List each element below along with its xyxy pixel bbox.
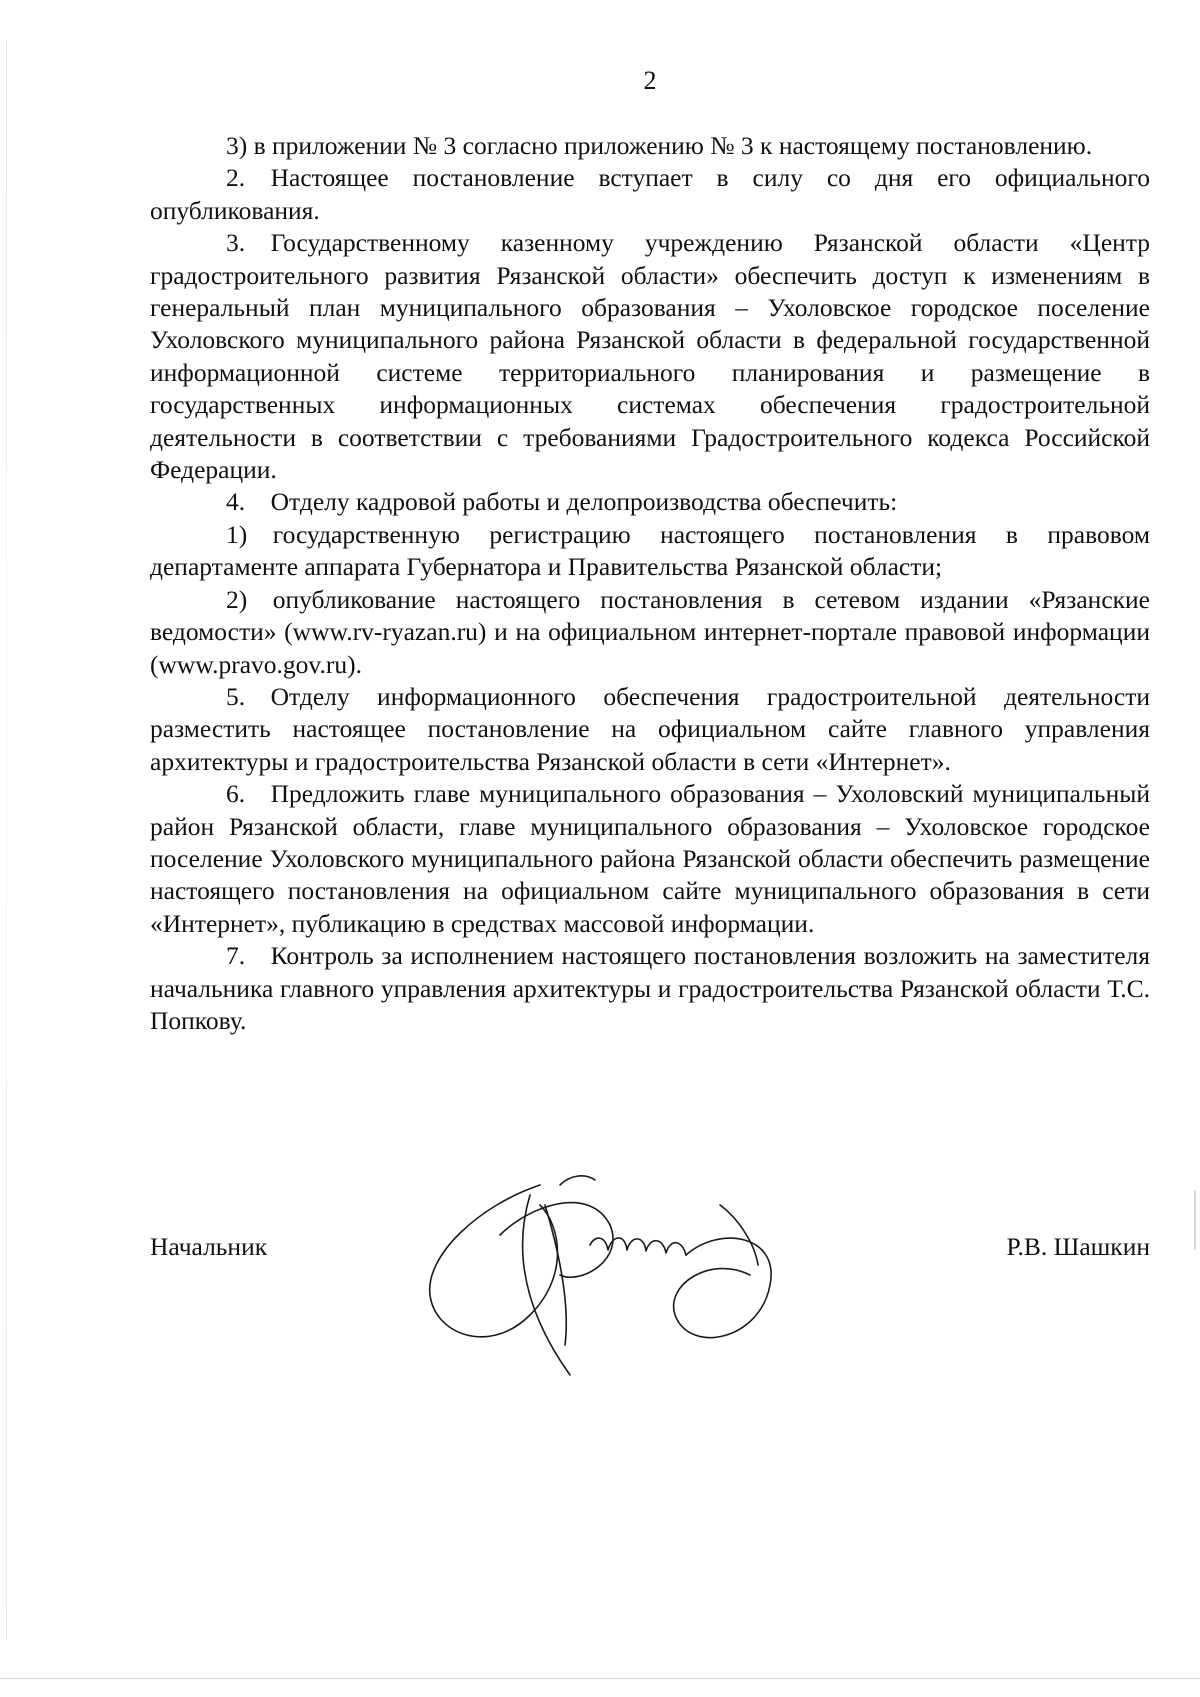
signature-block <box>150 1232 1150 1272</box>
scan-edge-artifact <box>1194 1190 1196 1250</box>
handwritten-signature <box>420 1165 790 1405</box>
scan-edge-artifact <box>6 40 7 1640</box>
signatory-name: Р.В. Шашкин <box>1006 1232 1150 1261</box>
paragraph-4-hr-department: 4. Отделу кадровой работы и делопроизводства обеспечить: <box>226 487 898 517</box>
page-number: 2 <box>643 66 657 95</box>
paragraph-7-control: 7. Контроль за исполнением настоящего постановления возложить на заместителя начальника главного управления архитектуры и градостроительства Рязанской области Т.С. Попкову. <box>150 941 1150 1035</box>
document-body <box>150 130 1150 1037</box>
paragraph-3-access: 3. Государственному казенному учреждению Рязанской области «Центр градостроительного развития Рязанской области» обеспечить доступ к изменениям в генеральный план муниципального образования – Ухоловское городское поселение Ухоловского муниципального района Рязанской области в федеральной государственной информационной системе территориального планирования и размещение в государственных информационных системах обеспечения градостроительной деятельности в соответствии с требованиями Градостроительного кодекса Российской Федерации. <box>150 228 1150 485</box>
paragraph-4-1-registration: 1) государственную регистрацию настоящего постановления в правовом департаменте аппарата Губернатора и Правительства Рязанской области; <box>150 519 1150 582</box>
scan-edge-artifact <box>0 1678 1200 1679</box>
paragraph-2-effective-date: 2. Настоящее постановление вступает в силу со дня его официального опубликования. <box>150 163 1150 225</box>
signatory-title: Начальник <box>150 1232 268 1261</box>
paragraph-5-info-department: 5. Отделу информационного обеспечения градостроительной деятельности разместить настоящее постановление на официальном сайте главного управления архитектуры и градостроительства Рязанской области в сети «Интернет». <box>150 681 1150 776</box>
paragraph-6-municipal-heads: 6. Предложить главе муниципального образования – Ухоловский муниципальный район Рязанской области, главе муниципального образования – Ухоловское городское поселение Ухоловского муниципального района Рязанской области обеспечить размещение настоящего постановления на официальном сайте муниципального образования в сети «Интернет», публикацию в средствах массовой информации. <box>150 779 1150 938</box>
paragraph-4-2-publication: 2) опубликование настоящего постановления в сетевом издании «Рязанские ведомости» (www.rv-ryazan.ru) и на официальном интернет-портале правовой информации (www.pravo.gov.ru). <box>150 584 1150 679</box>
paragraph-item-3-appendix: 3) в приложении № 3 согласно приложению № 3 к настоящему постановлению. <box>226 131 1093 160</box>
